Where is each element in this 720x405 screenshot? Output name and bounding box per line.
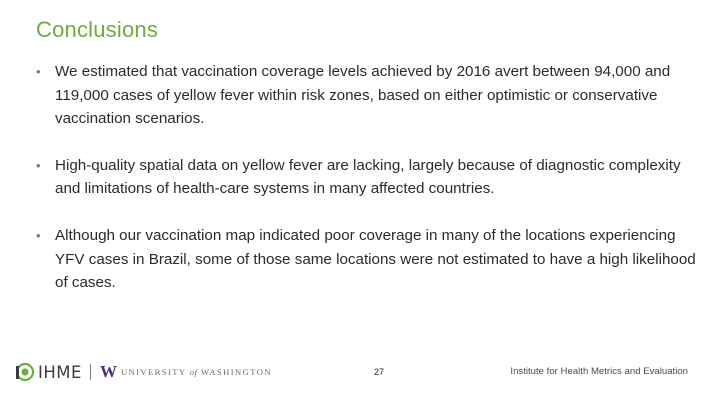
bullet-item (36, 224, 706, 295)
bullet-dot-icon: • (36, 227, 41, 243)
bullet-list (36, 60, 706, 295)
logo-divider (90, 364, 91, 380)
bullet-item (36, 154, 706, 201)
page-number: 27 (374, 367, 385, 377)
bullet-text: High-quality spatial data on yellow fever are lacking, largely because of diagnostic complexity and limitations of health-care systems in many affected countries. (55, 156, 681, 198)
bullet-text: Although our vaccination map indicated poor coverage in many of the locations experiencing YFV cases in Brazil, some of those same locations were not estimated to have a high likelihood of cases. (55, 226, 696, 292)
ihme-globe-icon (14, 361, 36, 383)
bullet-text: We estimated that vaccination coverage levels achieved by 2016 avert between 94,000 and 119,000 cases of yellow fever within risk zones, based on either optimistic or conservative vaccination scenarios. (55, 63, 671, 128)
bullet-dot-icon: • (36, 64, 41, 79)
institute-name: Institute for Health Metrics and Evaluation (510, 366, 688, 377)
uw-logo-text: UNIVERSITY of WASHINGTON (120, 367, 272, 377)
uw-w-icon: W (99, 362, 117, 381)
bullet-item (36, 60, 706, 131)
footer (0, 354, 720, 390)
ihme-logo-text: IHME (38, 362, 82, 382)
bullet-dot-icon: • (36, 157, 41, 173)
ihme-uw-logo (14, 358, 272, 386)
slide-title: Conclusions (36, 17, 159, 42)
